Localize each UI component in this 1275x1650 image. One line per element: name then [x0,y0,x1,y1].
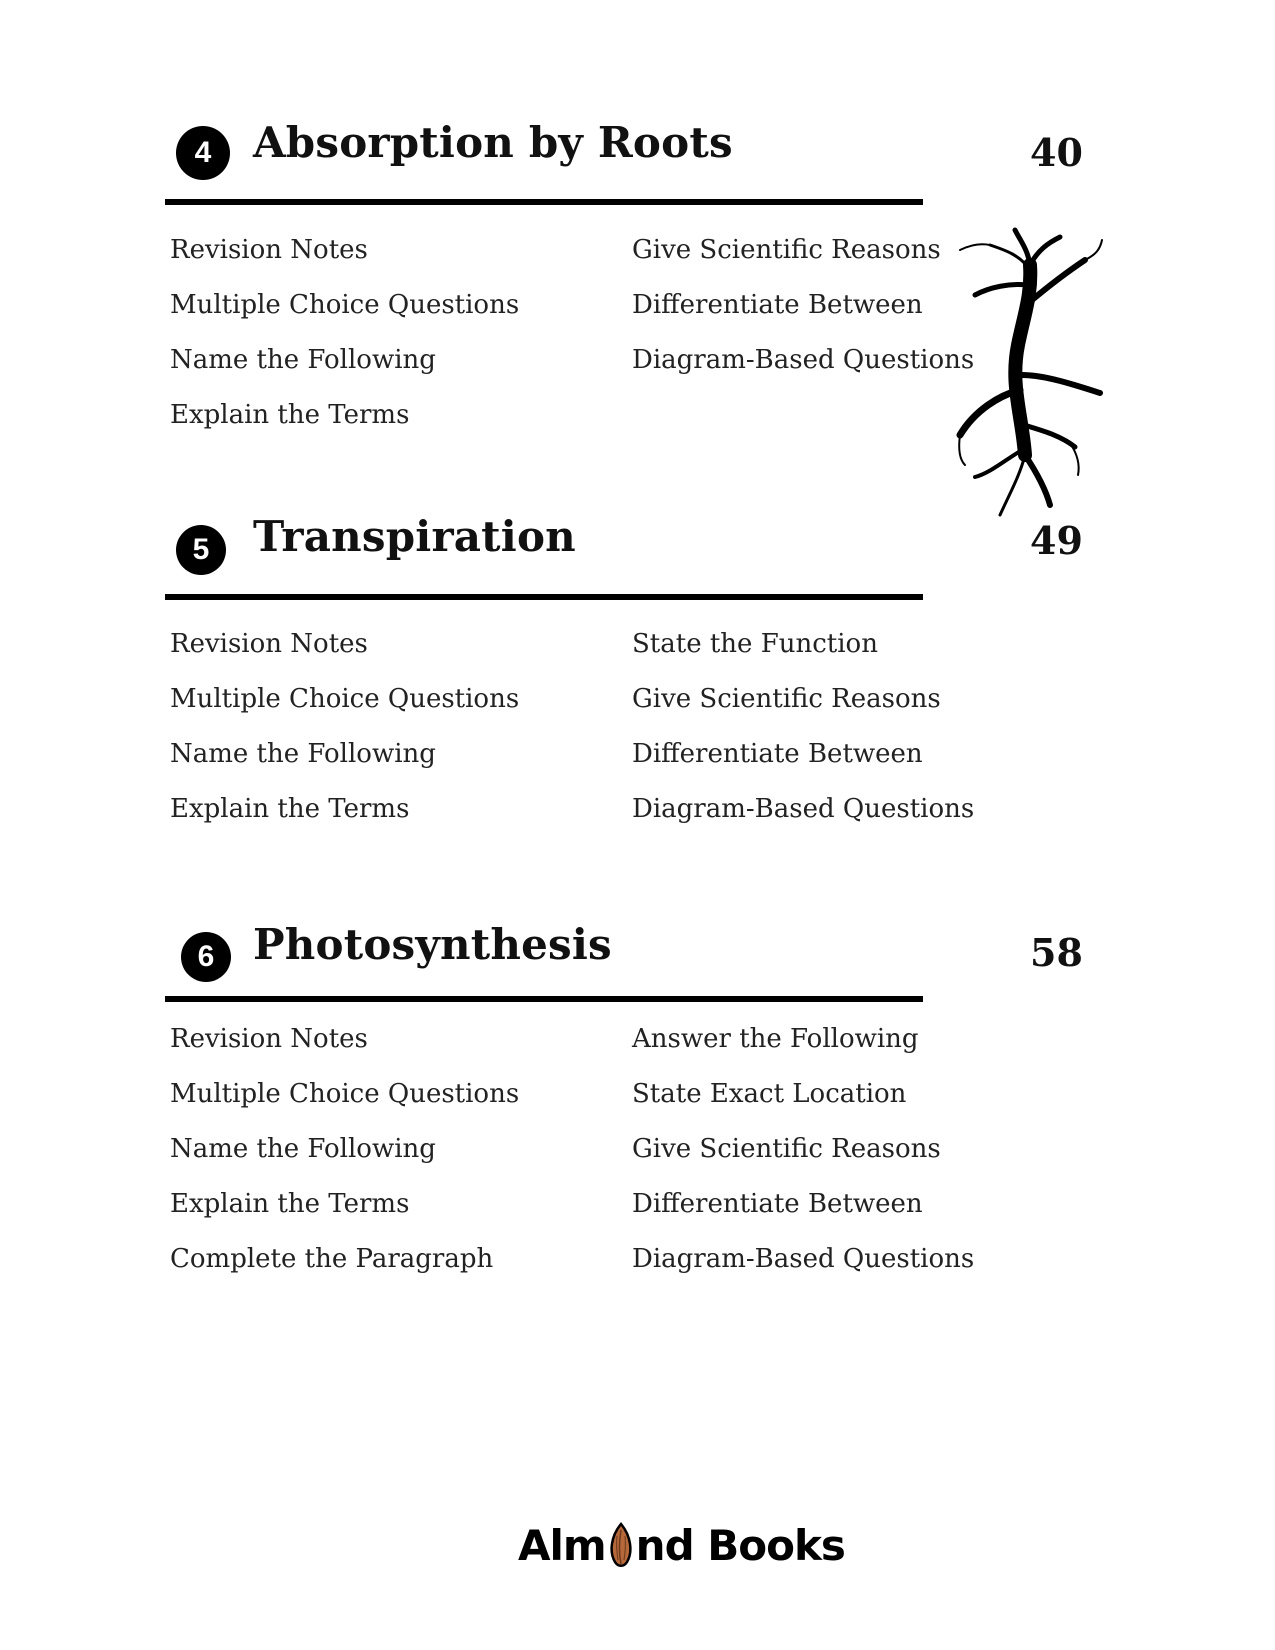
topic-item: Complete the Paragraph [170,1244,494,1274]
chapter-page-number: 49 [1030,518,1083,563]
topic-item: Revision Notes [170,629,368,659]
logo-text-start: Alm [518,1520,606,1570]
chapter-number: 4 [194,136,212,169]
chapter-topics [170,1019,990,1294]
topic-item: Multiple Choice Questions [170,684,520,714]
topic-item: Diagram-Based Questions [632,794,975,824]
topic-column-right [632,230,990,450]
topic-item: Give Scientific Reasons [632,684,941,714]
chapter-divider [165,199,923,205]
chapter-number: 6 [197,940,215,973]
topic-item: Give Scientific Reasons [632,1134,941,1164]
chapter-number-badge [181,932,231,982]
topic-item: Revision Notes [170,235,368,265]
topic-column-right [632,1019,990,1294]
chapter-topics [170,230,990,450]
topic-item: Differentiate Between [632,1189,923,1219]
topic-item: State the Function [632,629,878,659]
topic-item: Name the Following [170,739,436,769]
topic-column-left [170,624,632,844]
topic-item: State Exact Location [632,1079,907,1109]
topic-item: Multiple Choice Questions [170,1079,520,1109]
chapter-divider [165,594,923,600]
topic-item: Diagram-Based Questions [632,345,975,375]
root-illustration-icon [950,225,1110,525]
chapter-page-number: 58 [1030,930,1083,975]
almond-icon [607,1522,635,1568]
logo-text-end: nd Books [635,1520,845,1570]
publisher-logo [518,1515,845,1575]
chapter-divider [165,996,923,1002]
topic-column-left [170,1019,632,1294]
topic-item: Multiple Choice Questions [170,290,520,320]
chapter-title: Photosynthesis [253,920,612,969]
chapter-title: Absorption by Roots [253,118,733,167]
topic-item: Answer the Following [632,1024,919,1054]
topic-item: Name the Following [170,1134,436,1164]
chapter-number-badge [176,126,230,180]
topic-item: Name the Following [170,345,436,375]
topic-item: Differentiate Between [632,290,923,320]
topic-item: Explain the Terms [170,1189,410,1219]
topic-item: Give Scientific Reasons [632,235,941,265]
chapter-number-badge [176,525,226,575]
topic-item: Explain the Terms [170,794,410,824]
topic-item: Differentiate Between [632,739,923,769]
chapter-title: Transpiration [253,512,576,561]
topic-column-left [170,230,632,450]
topic-item: Explain the Terms [170,400,410,430]
chapter-page-number: 40 [1030,130,1083,175]
topic-item: Revision Notes [170,1024,368,1054]
chapter-number: 5 [192,533,210,566]
topic-item: Diagram-Based Questions [632,1244,975,1274]
topic-column-right [632,624,990,844]
chapter-topics [170,624,990,844]
